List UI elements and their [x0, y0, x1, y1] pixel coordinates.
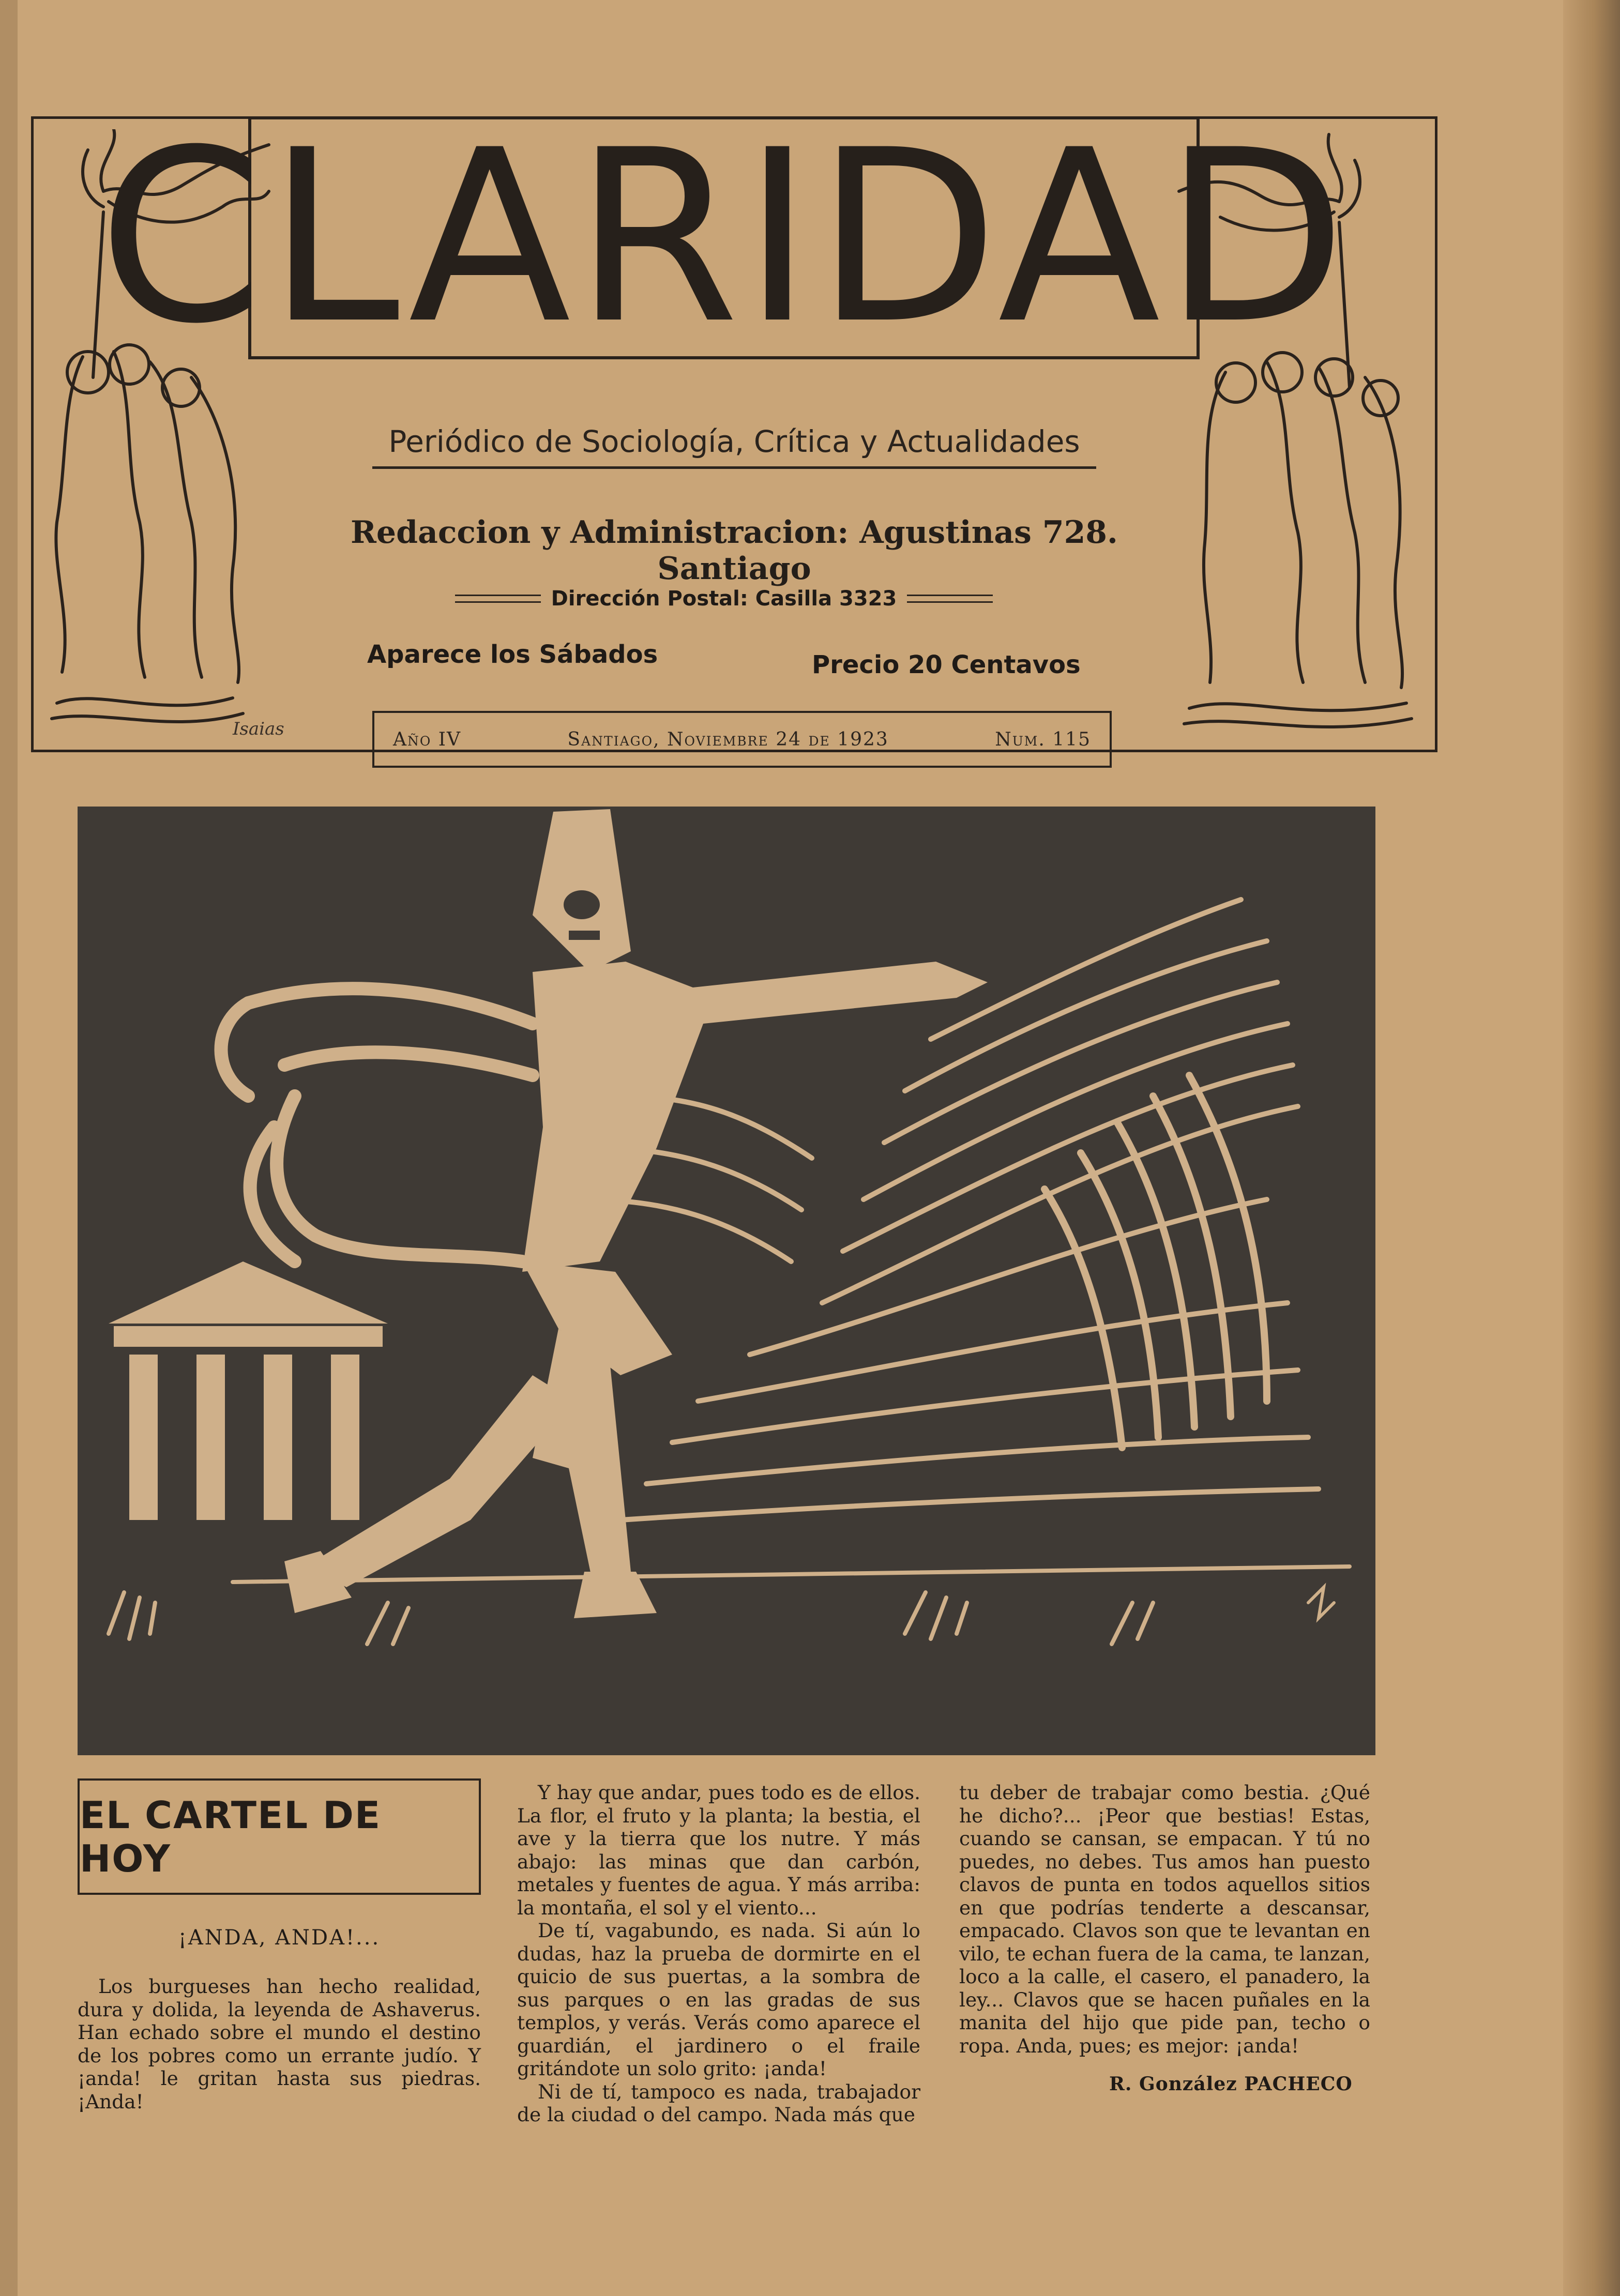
- column-2-paragraph-3: Ni de tí, tampoco es nada, trabajador de la ciudad o del campo. Nada más que: [517, 2080, 920, 2126]
- masthead-address: Redaccion y Administracion: Agustinas 728. Santiago: [351, 514, 1118, 587]
- issue-price: Precio 20 Centavos: [812, 650, 1081, 679]
- masthead-title: CLARIDAD: [98, 99, 1350, 376]
- dateline-number: Num. 115: [995, 728, 1091, 750]
- binding-spine: [0, 0, 18, 2296]
- article-column-3: [959, 1781, 1370, 2057]
- masthead-postal: [445, 587, 1003, 611]
- dateline-box: [372, 711, 1112, 768]
- masthead-subtitle: Periódico de Sociología, Crítica y Actualidades: [372, 424, 1096, 469]
- article-headline: EL CARTEL DE HOY: [80, 1793, 382, 1880]
- article-column-2: [517, 1781, 920, 2126]
- article-column-1: [78, 1975, 481, 2113]
- artist-signature: Isaias: [233, 719, 284, 739]
- page-edge: [1563, 0, 1620, 2296]
- column-3-paragraph-1: tu deber de trabajar como bestia. ¿Qué he dicho?... ¡Peor que bestias! Estas, cuando se cansan, se empacan. Y tú no puedes, no debes. Tus amos han puesto clavos de punta en todos aquellos sitios en que podrías tenderte a descansar, empacado. Clavos son que te levantan en vilo, te echan fuera de la cama, te lanzan, loco a la calle, el casero, el panadero, la ley... Clavos que se hacen puñales en la manita del hijo que pide pan, techo o ropa. Anda, pues; es mejor: ¡anda!: [959, 1781, 1370, 2057]
- postal-rule-right: [907, 595, 993, 603]
- masthead-title-box: [98, 99, 1350, 376]
- article-subhead: ¡ANDA, ANDA!...: [178, 1926, 381, 1950]
- column-2-paragraph-2: De tí, vagabundo, es nada. Si aún lo dudas, haz la prueba de dormirte en el quicio de sus puertas, a la sombra de sus parques o en las gradas de sus templos, y verás. Verás como aparece el guardián, el jardinero o el fraile gritándote un solo grito: ¡anda!: [517, 1919, 920, 2080]
- dateline-date: Santiago, Noviembre 24 de 1923: [567, 728, 889, 750]
- postal-text: Dirección Postal: Casilla 3323: [551, 587, 897, 611]
- column-2-paragraph-1: Y hay que andar, pues todo es de ellos. La flor, el fruto y la planta; la bestia, el ave y la tierra que los nutre. Y más abajo: las minas que dan carbón, metales y fuentes de agua. Y más arriba: la montaña, el sol y el viento...: [517, 1781, 920, 1919]
- column-1-paragraph-1: Los burgueses han hecho realidad, dura y dolida, la leyenda de Ashaverus. Han echado sobre el mundo el destino de los pobres como un errante judío. Y ¡anda! le gritan hasta sus piedras. ¡Anda!: [78, 1975, 481, 2113]
- article-author: R. González PACHECO: [1109, 2073, 1353, 2095]
- postal-rule-left: [455, 595, 541, 603]
- article-headline-box: [78, 1778, 481, 1895]
- woodcut-illustration: [78, 807, 1375, 1755]
- publication-day: Aparece los Sábados: [367, 640, 658, 669]
- dateline-year: Año IV: [393, 728, 462, 750]
